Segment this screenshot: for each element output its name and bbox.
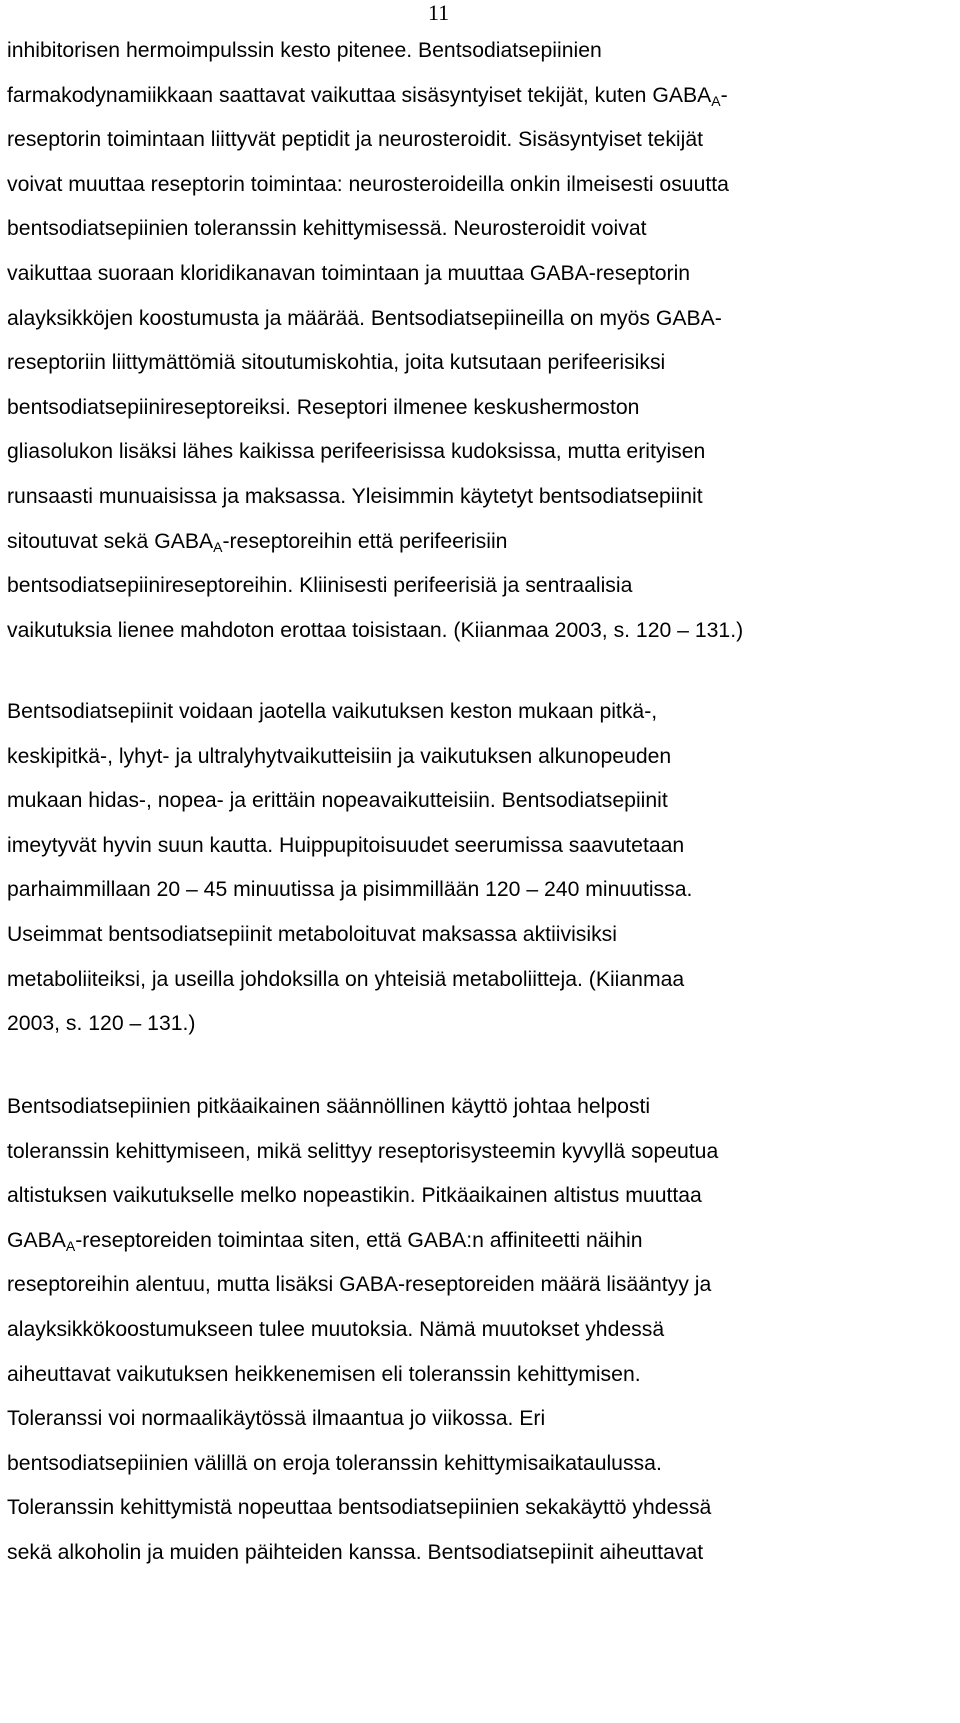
- text-line: [7, 824, 957, 869]
- text-run: parhaimmillaan 20 – 45 minuutissa ja pisimmillään 120 – 240 minuutissa.: [7, 878, 693, 902]
- text-line: [7, 520, 957, 565]
- text-line: [7, 163, 957, 208]
- text-line: [7, 913, 957, 958]
- text-line: [7, 779, 957, 824]
- text-run: -reseptoreiden toimintaa siten, että GABA:n affiniteetti näihin: [75, 1228, 643, 1252]
- text-line: [7, 297, 957, 342]
- text-line: [7, 1219, 957, 1264]
- text-run: Useimmat bentsodiatsepiinit metaboloituvat maksassa aktiivisiksi: [7, 922, 617, 946]
- text-run: bentsodiatsepiinien toleranssin kehittymisessä. Neurosteroidit voivat: [7, 217, 647, 241]
- text-run: inhibitorisen hermoimpulssin kesto pitenee. Bentsodiatsepiinien: [7, 39, 602, 62]
- text-line: [7, 1130, 957, 1175]
- text-line: [7, 430, 957, 475]
- text-line: [7, 1353, 957, 1398]
- text-line: [7, 564, 957, 609]
- text-run: mukaan hidas-, nopea- ja erittäin nopeavaikutteisiin. Bentsodiatsepiinit: [7, 789, 668, 813]
- text-line: [7, 1085, 957, 1130]
- text-line: [7, 29, 957, 74]
- subscript-text: A: [213, 538, 223, 555]
- text-run: toleranssin kehittymiseen, mikä selittyy reseptorisysteemin kyvyllä sopeutua: [7, 1139, 719, 1163]
- text-line: [7, 868, 957, 913]
- text-line: [7, 1486, 957, 1531]
- text-run: alayksikkökoostumukseen tulee muutoksia. Nämä muutokset yhdessä: [7, 1317, 665, 1341]
- text-line: [7, 1263, 957, 1308]
- text-run: vaikuttaa suoraan kloridikanavan toimintaan ja muuttaa GABA-reseptorin: [7, 261, 691, 285]
- text-run: Toleranssi voi normaalikäytössä ilmaantua jo viikossa. Eri: [7, 1407, 546, 1431]
- paragraph-tolerance-development: [7, 1085, 957, 1576]
- text-run: Bentsodiatsepiinien pitkäaikainen säännöllinen käyttö johtaa helposti: [7, 1095, 651, 1118]
- paragraph-duration-and-absorption: [7, 690, 957, 1047]
- text-line: [7, 1174, 957, 1219]
- text-run: keskipitkä-, lyhyt- ja ultralyhytvaikutteisiin ja vaikutuksen alkunopeuden: [7, 744, 672, 768]
- text-run: -reseptoreihin että perifeerisiin: [222, 529, 508, 553]
- paragraph-benzodiazepine-pharmacodynamics: [7, 29, 957, 653]
- text-line: [7, 1002, 957, 1047]
- text-run: imeytyvät hyvin suun kautta. Huippupitoisuudet seerumissa saavutetaan: [7, 833, 685, 857]
- text-line: [7, 207, 957, 252]
- text-run: Toleranssin kehittymistä nopeuttaa bentsodiatsepiinien sekakäyttö yhdessä: [7, 1496, 712, 1520]
- text-line: [7, 1308, 957, 1353]
- text-line: [7, 1442, 957, 1487]
- text-run: Bentsodiatsepiinit voidaan jaotella vaikutuksen keston mukaan pitkä-,: [7, 700, 658, 723]
- text-run: reseptoreihin alentuu, mutta lisäksi GABA-reseptoreiden määrä lisääntyy ja: [7, 1273, 712, 1297]
- text-line: [7, 958, 957, 1003]
- text-run: bentsodiatsepiinireseptoreihin. Kliinisesti perifeerisiä ja sentraalisia: [7, 574, 633, 598]
- text-line: [7, 475, 957, 520]
- text-run: gliasolukon lisäksi lähes kaikissa perifeerisissa kudoksissa, mutta erityisen: [7, 440, 706, 464]
- text-line: [7, 1531, 957, 1576]
- subscript-text: A: [65, 1237, 76, 1254]
- text-run: farmakodynamiikkaan saattavat vaikuttaa sisäsyntyiset tekijät, kuten GABA: [7, 83, 712, 107]
- text-line: [7, 252, 957, 297]
- text-run: reseptoriin liittymättömiä sitoutumiskohtia, joita kutsutaan perifeerisiksi: [7, 351, 666, 375]
- text-line: [7, 609, 957, 654]
- text-run: sekä alkoholin ja muiden päihteiden kanssa. Bentsodiatsepiinit aiheuttavat: [7, 1540, 704, 1564]
- text-run: bentsodiatsepiinien välillä on eroja toleranssin kehittymisaikataulussa.: [7, 1451, 662, 1475]
- text-run: aiheuttavat vaikutuksen heikkenemisen eli toleranssin kehittymisen.: [7, 1362, 641, 1386]
- text-run: 2003, s. 120 – 131.): [7, 1012, 196, 1036]
- text-run: voivat muuttaa reseptorin toimintaa: neurosteroideilla onkin ilmeisesti osuutta: [7, 172, 729, 196]
- text-run: GABA: [7, 1228, 66, 1252]
- text-run: altistuksen vaikutukselle melko nopeastikin. Pitkäaikainen altistus muuttaa: [7, 1184, 702, 1208]
- text-line: [7, 386, 957, 431]
- text-run: vaikutuksia lienee mahdoton erottaa toisistaan. (Kiianmaa 2003, s. 120 – 131.): [7, 618, 744, 642]
- text-run: bentsodiatsepiinireseptoreiksi. Reseptori ilmenee keskushermoston: [7, 395, 640, 419]
- text-run: reseptorin toimintaan liittyvät peptidit ja neurosteroidit. Sisäsyntyiset tekijät: [7, 128, 703, 152]
- text-line: [7, 1397, 957, 1442]
- text-line: [7, 74, 957, 119]
- text-run: runsaasti munuaisissa ja maksassa. Yleisimmin käytetyt bentsodiatsepiinit: [7, 484, 703, 508]
- text-run: alayksikköjen koostumusta ja määrää. Bentsodiatsepiineilla on myös GABA-: [7, 306, 722, 330]
- text-line: [7, 341, 957, 386]
- text-run: metaboliiteiksi, ja useilla johdoksilla on yhteisiä metaboliitteja. (Kiianmaa: [7, 967, 685, 991]
- text-run: sitoutuvat sekä GABA: [7, 529, 214, 553]
- text-line: [7, 690, 957, 735]
- text-line: [7, 118, 957, 163]
- subscript-text: A: [711, 92, 721, 109]
- page-number: 11: [428, 0, 450, 25]
- text-line: [7, 735, 957, 780]
- text-run: -: [720, 83, 728, 107]
